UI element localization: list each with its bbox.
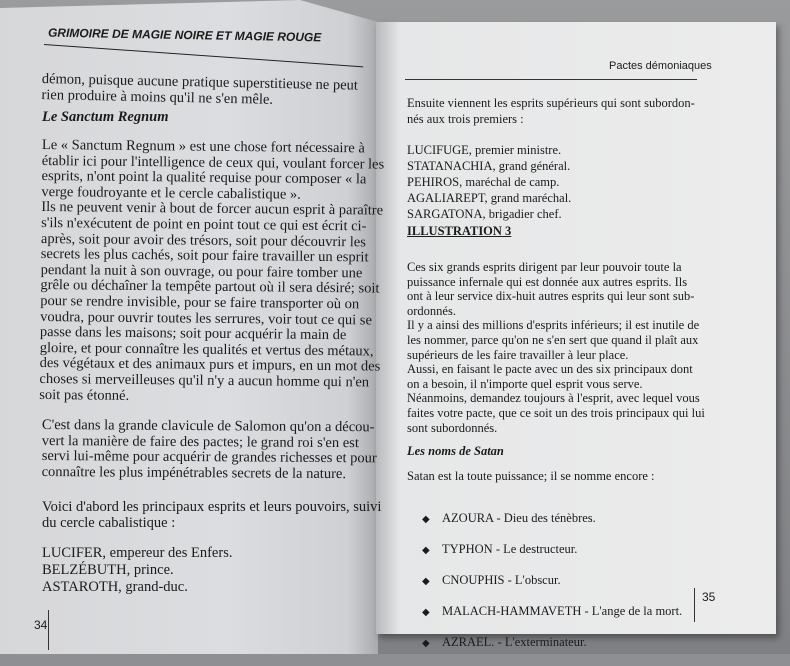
right-footer-rule	[694, 588, 695, 622]
right-page-number: 35	[702, 590, 716, 604]
right-intro: Ensuite viennent les esprits supérieurs qui sont subordon- nés aux trois premiers :	[407, 96, 695, 126]
satan-intro: Satan est la toute puissance; il se nomme encore :	[407, 469, 655, 483]
list-item	[422, 604, 682, 619]
diamond-bullet-icon: ◆	[422, 637, 430, 649]
left-spirit: BELZÉBUTH, prince.	[42, 562, 174, 578]
right-para-1: Ces six grands esprits dirigent par leur pouvoir toute la puissance infernale qui est donnée aux autres esprits. Ils ont à leur service dix-huit autres esprits qui leur sont sub- ordonnés. Il y a ainsi des millions d'esprits inférieurs; il est inutile de les nommer, parce qu'on ne s'en sert que quand il plaît aux supérieurs de les faire travailler à leur place. Aussi, en faisant le pacte avec un des six principaux dont on a besoin, il n'importe quel esprit vous serve. Néanmoins, demandez toujours à l'esprit, avec lequel vous faites votre pacte, que ce soit un des trois principaux qui lui sont subordonnés.	[407, 260, 705, 435]
left-page-number: 34	[34, 618, 48, 632]
left-spirit: LUCIFER, empereur des Enfers.	[42, 545, 233, 561]
left-para-1: Le « Sanctum Regnum » est une chose fort nécessaire à établir ici pour l'intelligence de ceux qui, voulant forcer les esprits, n'ont point la qualité requise pour composer « la verge foudroyante et le cercle cabalistique ». Ils ne peuvent venir à bout de forcer aucun esprit à paraître s'ils n'exécutent de point en point tout ce qui est écrit ci- après, soit pour avoir des trésors, soit pour découvrir les secrets les plus cachés, soit pour faire travailler un esprit pendant la nuit à son ouvrage, ou pour faire tomber une grêle ou déchaîner la tempête partout où il sera désiré; soit pour se rendre invisible, pour se faire transporter où on voudra, pour ouvrir toutes les serrures, voir tout ce qui se passe dans les maisons; soit pour acquérir la main de gloire, et pour connaître les qualités et vertus des métaux, des végétaux et des animaux purs et impurs, en un mot des choses si merveilleuses qu'il n'y a aucun homme qui n'en soit pas étonné.	[39, 137, 385, 404]
left-running-head: GRIMOIRE DE MAGIE NOIRE ET MAGIE ROUGE	[47, 25, 322, 45]
right-spirit: LUCIFUGE, premier ministre.	[407, 143, 562, 157]
right-spirit: SARGATONA, brigadier chef.	[407, 207, 562, 221]
right-header-rule	[405, 79, 697, 80]
name-text: AZOURA - Dieu des ténèbres.	[442, 510, 596, 525]
left-intro: démon, puisque aucune pratique superstitieuse ne peut rien produire à moins qu'il ne s'en mêle.	[41, 71, 359, 108]
name-text: AZRAEL. - L'exterminateur.	[442, 634, 587, 649]
list-item	[422, 635, 682, 650]
right-spirit: AGALIAREPT, grand maréchal.	[407, 191, 572, 205]
left-para-2: C'est dans la grande clavicule de Salomon qu'on a décou- vert la manière de faire des pactes; le grand roi s'en est servi lui-même pour acquérir de grandes richesses et pour connaître les plus impénétrables secrets de la nature.	[41, 417, 377, 482]
name-text: MALACH-HAMMAVETH - L'ange de la mort.	[442, 603, 683, 618]
list-item	[422, 542, 682, 557]
satan-names-list	[422, 495, 682, 666]
right-running-head: Pactes démoniaques	[609, 60, 712, 72]
left-heading: Le Sanctum Regnum	[42, 109, 169, 125]
right-spirit: PEHIROS, maréchal de camp.	[407, 175, 560, 189]
diamond-bullet-icon: ◆	[422, 575, 430, 587]
left-para-3: Voici d'abord les principaux esprits et leurs pouvoirs, suivi du cercle cabalistique :	[42, 499, 382, 531]
list-item	[422, 511, 682, 526]
illustration-label: ILLUSTRATION 3	[407, 224, 512, 238]
name-text: CNOUPHIS - L'obscur.	[442, 572, 561, 587]
left-spirit: ASTAROTH, grand-duc.	[42, 579, 188, 595]
name-text: TYPHON - Le destructeur.	[442, 541, 578, 556]
diamond-bullet-icon: ◆	[422, 606, 430, 618]
list-item	[422, 573, 682, 588]
diamond-bullet-icon: ◆	[422, 513, 430, 525]
right-heading: Les noms de Satan	[407, 444, 504, 458]
left-footer-rule	[48, 610, 49, 650]
right-spirit: STATANACHIA, grand général.	[407, 159, 571, 173]
diamond-bullet-icon: ◆	[422, 544, 430, 556]
